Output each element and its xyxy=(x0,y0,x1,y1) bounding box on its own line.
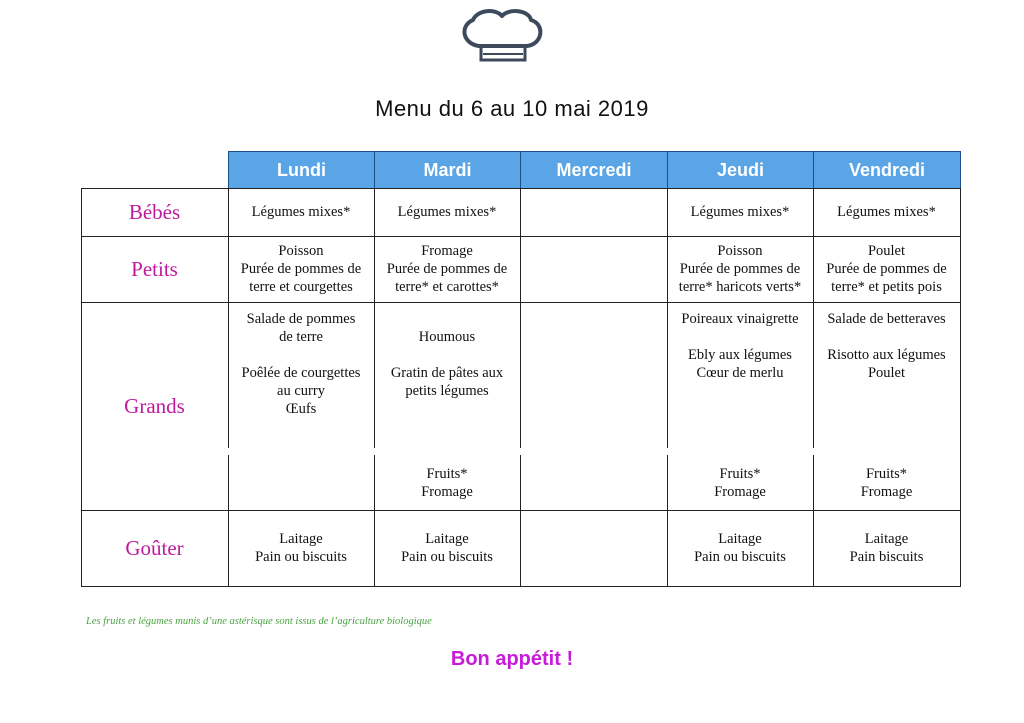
menu-cell-bebes-2 xyxy=(520,188,667,236)
cell-line: Fruits* xyxy=(865,465,908,482)
row-label-gouter: Goûter xyxy=(125,535,184,560)
table-rule xyxy=(813,188,814,448)
closing-message: Bon appétit ! xyxy=(450,648,574,670)
menu-cell-bebes-3 xyxy=(667,188,813,236)
cell-line: Légumes mixes* xyxy=(690,204,790,220)
cell-line: Pain biscuits xyxy=(849,549,924,565)
cell-line: Pain ou biscuits xyxy=(694,549,786,565)
menu-cell-grands-4 xyxy=(813,310,960,430)
cell-line: Fromage xyxy=(421,243,473,259)
menu-cell-dessert-4 xyxy=(813,455,960,510)
row-label-petits: Petits xyxy=(131,256,178,281)
cell-line: Œufs xyxy=(285,401,317,417)
row-label-bebes: Bébés xyxy=(128,199,181,224)
day-header-mardi: Mardi xyxy=(374,151,521,188)
cell-line: Salade de pommes xyxy=(246,311,356,327)
cell-line: petits légumes xyxy=(405,383,489,399)
cell-line: Gratin de pâtes aux xyxy=(390,365,504,381)
cell-line: Poireaux vinaigrette xyxy=(681,311,799,327)
menu-cell-grands-0 xyxy=(228,310,374,430)
table-rule xyxy=(81,188,961,189)
cell-line: Pain ou biscuits xyxy=(255,549,347,565)
table-rule xyxy=(374,188,375,448)
cell-line: Purée de pommes de xyxy=(826,261,947,277)
menu-cell-bebes-1 xyxy=(374,188,520,236)
cell-line: Fromage xyxy=(714,483,766,500)
cell-line: terre* haricots verts* xyxy=(678,279,802,295)
table-rule xyxy=(667,455,668,587)
table-rule xyxy=(960,188,961,587)
organic-note: Les fruits et légumes munis d’une astérisque sont issus de l’agriculture biologique xyxy=(86,616,432,627)
cell-line: au curry xyxy=(277,383,325,399)
table-rule xyxy=(228,188,229,448)
cell-line: Salade de betteraves xyxy=(827,311,946,327)
page-title: Menu du 6 au 10 mai 2019 xyxy=(375,96,649,121)
cell-line: Pain ou biscuits xyxy=(401,549,493,565)
menu-cell-grands-2 xyxy=(520,310,667,430)
cell-line: Fruits* xyxy=(426,465,468,482)
cell-line: Légumes mixes* xyxy=(397,204,497,220)
table-rule xyxy=(81,236,961,237)
cell-line: Poulet xyxy=(867,365,906,381)
menu-cell-petits-3 xyxy=(667,236,813,302)
menu-cell-gouter-0 xyxy=(228,510,374,586)
table-rule xyxy=(81,188,82,587)
cell-line xyxy=(374,346,520,364)
menu-cell-dessert-2 xyxy=(520,455,667,510)
menu-cell-grands-1 xyxy=(374,310,520,430)
menu-cell-petits-2 xyxy=(520,236,667,302)
cell-line: Purée de pommes de xyxy=(679,261,801,277)
cell-line: Poisson xyxy=(717,243,763,259)
cell-line: Fromage xyxy=(860,483,913,500)
cell-line: de terre xyxy=(279,329,323,345)
table-rule xyxy=(374,455,375,587)
cell-line xyxy=(374,310,520,328)
cell-line: Cœur de merlu xyxy=(696,365,784,381)
menu-cell-dessert-3 xyxy=(667,455,813,510)
cell-line: Fruits* xyxy=(719,465,761,482)
day-header-lundi: Lundi xyxy=(228,151,375,188)
day-header-mercredi: Mercredi xyxy=(520,151,668,188)
cell-line: terre et courgettes xyxy=(249,279,353,295)
menu-cell-petits-4 xyxy=(813,236,960,302)
table-rule xyxy=(81,302,961,303)
cell-line: Ebly aux légumes xyxy=(688,347,792,363)
menu-cell-bebes-0 xyxy=(228,188,374,236)
table-rule xyxy=(228,455,229,587)
table-rule xyxy=(667,188,668,448)
cell-line: Légumes mixes* xyxy=(251,204,351,220)
cell-line: Poisson xyxy=(278,243,324,259)
cell-line: Purée de pommes de xyxy=(386,261,508,277)
day-header-jeudi: Jeudi xyxy=(667,151,814,188)
menu-cell-bebes-4 xyxy=(813,188,960,236)
menu-cell-gouter-4 xyxy=(813,510,960,586)
menu-cell-gouter-3 xyxy=(667,510,813,586)
cell-line xyxy=(667,328,813,346)
cell-line xyxy=(228,346,374,364)
cell-line: Houmous xyxy=(418,329,476,345)
menu-cell-grands-3 xyxy=(667,310,813,430)
cell-line xyxy=(813,328,960,346)
menu-cell-gouter-1 xyxy=(374,510,520,586)
menu-cell-petits-0 xyxy=(228,236,374,302)
cell-line: Purée de pommes de xyxy=(240,261,362,277)
row-label-grands: Grands xyxy=(124,393,185,418)
cell-line: Laitage xyxy=(425,531,469,547)
table-rule xyxy=(520,455,521,587)
chef-hat-icon xyxy=(457,8,547,66)
menu-cell-dessert-0 xyxy=(228,455,374,510)
cell-line: Risotto aux légumes xyxy=(827,347,946,363)
table-rule xyxy=(520,188,521,448)
cell-line: Légumes mixes* xyxy=(837,204,936,220)
menu-cell-gouter-2 xyxy=(520,510,667,586)
cell-line: Fromage xyxy=(421,483,473,500)
cell-line: Laitage xyxy=(279,531,323,547)
menu-cell-petits-1 xyxy=(374,236,520,302)
cell-line: terre* et carottes* xyxy=(395,279,499,295)
menu-cell-dessert-1 xyxy=(374,455,520,510)
cell-line: Laitage xyxy=(864,531,909,547)
cell-line: Laitage xyxy=(718,531,762,547)
cell-line: Poulet xyxy=(867,243,906,259)
table-rule xyxy=(81,510,961,511)
day-header-vendredi: Vendredi xyxy=(813,151,961,188)
table-rule xyxy=(813,455,814,587)
cell-line: Poêlée de courgettes xyxy=(241,365,361,381)
cell-line: terre* et petits pois xyxy=(831,279,942,295)
table-rule xyxy=(81,586,961,587)
